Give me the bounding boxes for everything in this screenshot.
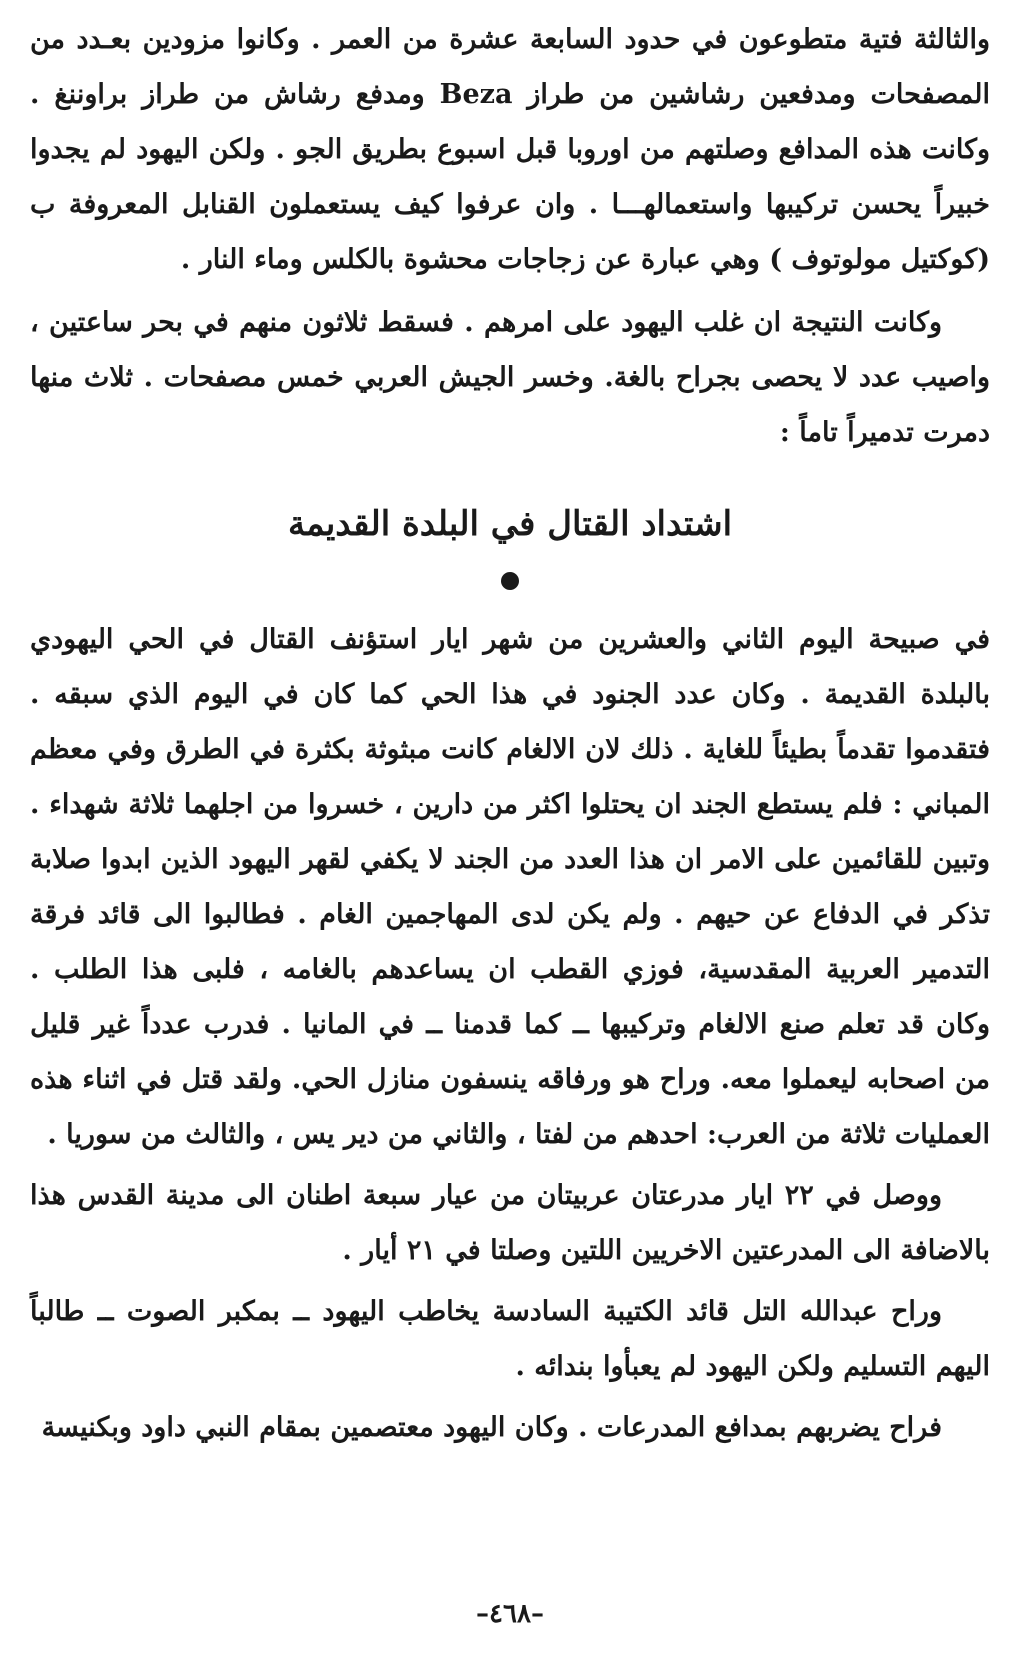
paragraph-5-text: وراح عبدالله التل قائد الكتيبة السادسة يخاطب اليهود ــ بمكبر الصوت ــ طالباً اليهم التسليم ولكن اليهود لم يعبأوا بندائه . (30, 1296, 990, 1382)
paragraph-3: في صبيحة اليوم الثاني والعشرين من شهر ايار استؤنف القتال في الحي اليهودي بالبلدة القديمة . وكان عدد الجنود في هذا الحي كما كان في اليوم الذي سبقه . فتقدموا تقدماً بطيئاً للغاية . ذلك لان الالغام كانت مبثوثة بكثرة في الطرق وفي معظم المباني : فلم يستطع الجند ان يحتلوا اكثر من دارين ، خسروا من اجلهما ثلاثة شهداء . وتبين للقائمين على الامر ان هذا العدد من الجند لا يكفي لقهر اليهود الذين ابدوا صلابة تذكر في الدفاع عن حيهم . ولم يكن لدى المهاجمين الغام . فطالبوا الى قائد فرقة التدمير العربية المقدسية، فوزي القطب ان يساعدهم بالغامه ، فلبى هذا الطلب . وكان قد تعلم صنع الالغام وتركيبها ــ كما قدمنا ــ في المانيا . فدرب عدداً غير قليل من اصحابه ليعملوا معه. وراح هو ورفاقه ينسفون منازل الحي. ولقد قتل في اثناء هذه العمليات ثلاثة من العرب: احدهم من لفتا ، والثاني من دير يس ، والثالث من سوريا . (30, 624, 990, 1150)
paragraph-1: والثالثة فتية متطوعون في حدود السابعة عشرة من العمر . وكانوا مزودين بعـدد من المصفحات ومدفعين رشاشين من طراز Beza ومدفع رشاش من طراز براوننغ . وكانت هذه المدافع وصلتهم من اوروبا قبل اسبوع بطريق الجو . ولكن اليهود لم يجدوا خبيراً يحسن تركيبها واستعمالهـــا . وان عرفوا كيف يستعملون القنابل المعروفة ب (كوكتيل مولوتوف ) وهي عبارة عن زجاجات محشوة بالكلس وماء النار . (30, 24, 990, 275)
paragraph-2-text: وكانت النتيجة ان غلب اليهود على امرهم . فسقط ثلاثون منهم في بحر ساعتين ، واصيب عدد لا يحصى بجراح بالغة. وخسر الجيش العربي خمس مصفحات . ثلاث منها دمرت تدميراً تاماً : (30, 307, 990, 448)
page-number: –٤٦٨– (476, 1599, 544, 1629)
paragraph-2 (30, 295, 990, 460)
paragraph-6 (30, 1400, 990, 1455)
section-divider (30, 554, 990, 612)
page-body (30, 12, 990, 1455)
paragraph-4 (30, 1168, 990, 1278)
paragraph-5 (30, 1284, 990, 1394)
paragraph-6-text: فراح يضربهم بمدافع المدرعات . وكان اليهود معتصمين بمقام النبي داود وبكنيسة (41, 1412, 942, 1443)
section-heading: اشتداد القتال في البلدة القديمة (287, 504, 733, 544)
bullet-dot-icon (501, 572, 519, 590)
paragraph-4-text: ووصل في ٢٢ ايار مدرعتان عربيتان من عيار سبعة اطنان الى مدينة القدس هذا بالاضافة الى المدرعتين الاخريين اللتين وصلتا في ٢١ أيار . (30, 1180, 990, 1266)
